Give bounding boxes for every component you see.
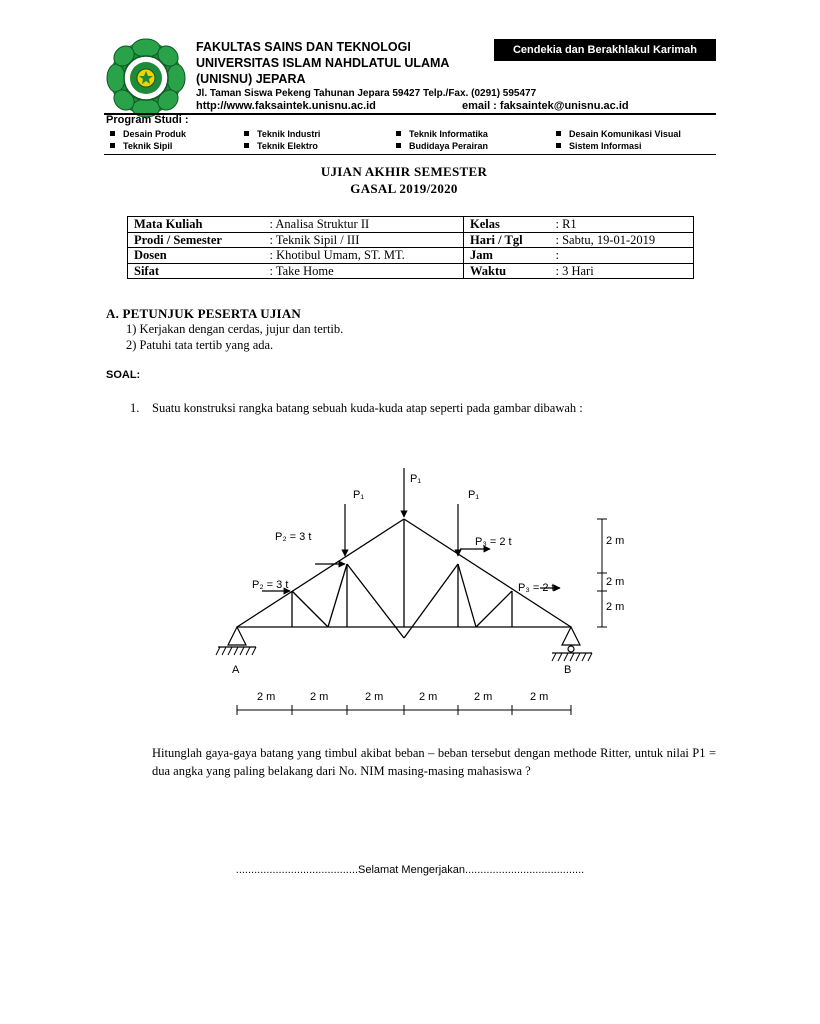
span-label: 2 m <box>419 691 438 703</box>
unisnu-logo-icon <box>104 38 188 118</box>
info-label: Hari / Tgl <box>464 232 550 248</box>
support-label-b: B <box>564 664 572 676</box>
info-value: : <box>550 248 694 264</box>
info-value: : R1 <box>550 217 694 233</box>
program-item: Teknik Informatika <box>396 129 488 139</box>
university-name: UNIVERSITAS ISLAM NAHDLATUL ULAMA <box>196 56 450 70</box>
info-value: : Take Home <box>264 263 464 279</box>
info-value: : Teknik Sipil / III <box>264 232 464 248</box>
height-label: 2 m <box>606 601 625 613</box>
section-a-title: A. PETUNJUK PESERTA UJIAN <box>106 306 301 321</box>
address: Jl. Taman Siswa Pekeng Tahunan Jepara 59427 Telp./Fax. (0291) 595477 <box>196 88 537 99</box>
exam-title: UJIAN AKHIR SEMESTER <box>320 164 488 179</box>
program-item: Desain Komunikasi Visual <box>556 129 681 139</box>
span-label: 2 m <box>365 691 384 703</box>
span-label: 2 m <box>257 691 276 703</box>
question-number: 1. <box>130 401 140 415</box>
info-label: Waktu <box>464 263 550 279</box>
load-label-p2-lower: P₂ = 3 t <box>252 579 289 591</box>
support-label-a: A <box>232 664 240 676</box>
info-label: Prodi / Semester <box>128 232 264 248</box>
height-label: 2 m <box>606 576 625 588</box>
closing-text: ........................................Selamat Mengerjakan....................................... <box>235 864 585 876</box>
website-link[interactable]: http://www.faksaintek.unisnu.ac.id <box>196 100 376 112</box>
info-value: : Khotibul Umam, ST. MT. <box>264 248 464 264</box>
question-instruction: Hitunglah gaya-gaya batang yang timbul akibat beban – beban tersebut dengan methode Ritter, untuk nilai P1 = dua angka yang paling belakang dari No. NIM masing-masing mahasiswa ? <box>152 746 716 778</box>
span-label: 2 m <box>530 691 549 703</box>
load-label-p2-upper: P₂ = 3 t <box>275 531 312 543</box>
info-label: Mata Kuliah <box>128 217 264 233</box>
program-item: Desain Produk <box>110 129 186 139</box>
info-value: : 3 Hari <box>550 263 694 279</box>
load-label-p1-top: P₁ <box>410 473 422 485</box>
span-label: 2 m <box>474 691 493 703</box>
header-divider <box>104 113 716 115</box>
instruction-item: 2) Patuhi tata tertib yang ada. <box>126 338 274 352</box>
faculty-name: FAKULTAS SAINS DAN TEKNOLOGI <box>196 40 411 54</box>
email-link[interactable]: email : faksaintek@unisnu.ac.id <box>462 100 629 112</box>
program-item: Sistem Informasi <box>556 141 642 151</box>
exam-period: GASAL 2019/2020 <box>350 181 458 196</box>
program-divider <box>104 154 716 155</box>
info-label: Kelas <box>464 217 550 233</box>
table-row <box>128 248 694 264</box>
table-row <box>128 263 694 279</box>
exam-info-table <box>127 216 694 279</box>
program-item: Teknik Industri <box>244 129 320 139</box>
info-label: Sifat <box>128 263 264 279</box>
load-label-p1-left: P₁ <box>353 489 365 501</box>
soal-title: SOAL: <box>106 369 141 381</box>
program-item: Teknik Elektro <box>244 141 318 151</box>
question-text: Suatu konstruksi rangka batang sebuah kuda-kuda atap seperti pada gambar dibawah : <box>152 401 583 415</box>
truss-diagram <box>200 460 625 720</box>
height-label: 2 m <box>606 535 625 547</box>
span-label: 2 m <box>310 691 329 703</box>
info-label: Dosen <box>128 248 264 264</box>
table-row <box>128 217 694 233</box>
info-value: : Analisa Struktur II <box>264 217 464 233</box>
motto-badge: Cendekia dan Berakhlakul Karimah <box>494 39 716 61</box>
load-label-p3-upper: P₃ = 2 t <box>475 536 512 548</box>
table-row <box>128 232 694 248</box>
program-item: Teknik Sipil <box>110 141 172 151</box>
university-abbr: (UNISNU) JEPARA <box>196 72 306 86</box>
info-value: : Sabtu, 19-01-2019 <box>550 232 694 248</box>
instruction-item: 1) Kerjakan dengan cerdas, jujur dan tertib. <box>126 322 344 336</box>
program-item: Budidaya Perairan <box>396 141 488 151</box>
load-label-p3-lower: P₃ = 2 t <box>518 582 555 594</box>
program-studi-title: Program Studi : <box>106 114 189 126</box>
load-label-p1-right: P₁ <box>468 489 480 501</box>
info-label: Jam <box>464 248 550 264</box>
